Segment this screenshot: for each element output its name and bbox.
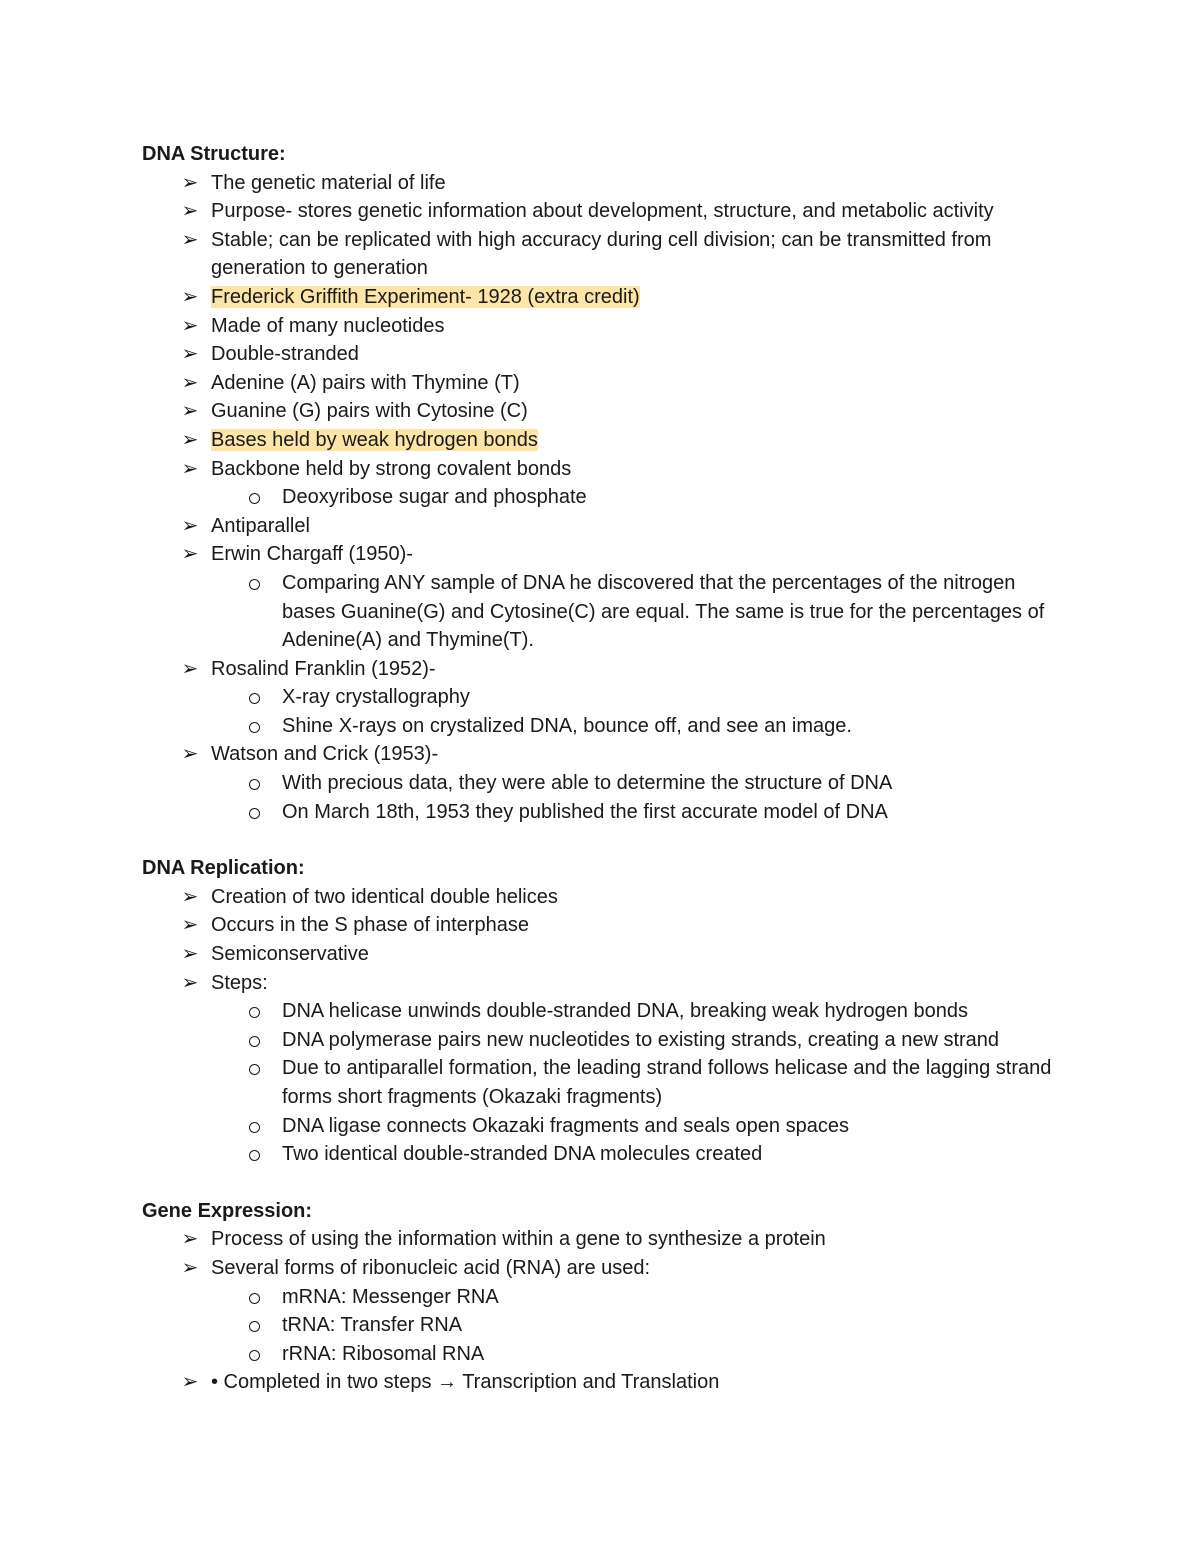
sub-list — [211, 1283, 1072, 1369]
list-item-text: Frederick Griffith Experiment- 1928 (extra credit) — [211, 285, 640, 308]
sub-list-item-text: DNA polymerase pairs new nucleotides to existing strands, creating a new strand — [282, 1028, 1000, 1051]
sub-list-item-text: Comparing ANY sample of DNA he discovered that the percentages of the nitrogen bases Guanine(G) and Cytosine(C) are equal. The same is true for the percentages of Adenine(A) and Thymine(T). — [282, 571, 1045, 652]
arrow-bullet-icon: ➢ — [181, 885, 199, 908]
list-item-text: Occurs in the S phase of interphase — [211, 914, 529, 937]
sub-list-item — [142, 798, 1072, 827]
circle-bullet-icon — [249, 693, 260, 704]
section-heading: DNA Structure: — [142, 143, 286, 165]
list-item — [142, 969, 1072, 1169]
arrow-bullet-icon: ➢ — [181, 657, 199, 680]
list-item-text: Watson and Crick (1953)- — [211, 743, 439, 766]
list-item — [142, 911, 1072, 940]
arrow-bullet-icon: ➢ — [181, 743, 199, 766]
circle-bullet-icon — [249, 1150, 260, 1161]
list-item-text: Guanine (G) pairs with Cytosine (C) — [211, 400, 528, 423]
arrow-bullet-icon: ➢ — [181, 228, 199, 251]
list-item-text: Made of many nucleotides — [211, 314, 445, 337]
list-item — [142, 1225, 1072, 1254]
list-item-text: Purpose- stores genetic information about development, structure, and metabolic activity — [211, 200, 994, 223]
list-item — [142, 340, 1072, 369]
list-item-text: Stable; can be replicated with high accuracy during cell division; can be transmitted from generation to generation — [211, 228, 992, 280]
arrow-bullet-icon: ➢ — [181, 400, 199, 423]
section — [142, 1197, 1072, 1397]
circle-bullet-icon — [249, 779, 260, 790]
list-item-text: Semiconservative — [211, 943, 369, 966]
arrow-bullet-icon: ➢ — [181, 914, 199, 937]
sub-list-item — [142, 997, 1072, 1026]
list-item-text: • Completed in two steps → Transcription and Translation — [211, 1371, 720, 1394]
sub-list-item — [142, 1340, 1072, 1369]
sub-list-item — [142, 1140, 1072, 1169]
sub-list-item — [142, 712, 1072, 741]
circle-bullet-icon — [249, 1293, 260, 1304]
list-item-text: Adenine (A) pairs with Thymine (T) — [211, 371, 520, 394]
sub-list-item — [142, 1054, 1072, 1111]
sub-list-item-text: DNA ligase connects Okazaki fragments and seals open spaces — [282, 1114, 849, 1137]
sub-list-item-text: DNA helicase unwinds double-stranded DNA, breaking weak hydrogen bonds — [282, 1000, 968, 1023]
list-item-text: Erwin Chargaff (1950)- — [211, 543, 413, 566]
sub-list-item-text: X-ray crystallography — [282, 686, 470, 709]
sub-list — [211, 997, 1072, 1169]
circle-bullet-icon — [249, 1064, 260, 1075]
arrow-bullet-icon: ➢ — [181, 514, 199, 537]
circle-bullet-icon — [249, 1007, 260, 1018]
list-item-text: Creation of two identical double helices — [211, 885, 558, 908]
sub-list-item-text: Two identical double-stranded DNA molecules created — [282, 1143, 763, 1166]
list-item — [142, 512, 1072, 541]
list-item — [142, 169, 1072, 198]
bullet-list — [142, 1225, 1072, 1397]
sub-list-item — [142, 1283, 1072, 1312]
arrow-bullet-icon: ➢ — [181, 943, 199, 966]
arrow-bullet-icon: ➢ — [181, 971, 199, 994]
sub-list-item — [142, 1311, 1072, 1340]
list-item — [142, 883, 1072, 912]
list-item — [142, 655, 1072, 741]
section — [142, 854, 1072, 1169]
sub-list-item — [142, 1026, 1072, 1055]
sub-list-item — [142, 683, 1072, 712]
sub-list-item — [142, 569, 1072, 655]
arrow-bullet-icon: ➢ — [181, 314, 199, 337]
sub-list — [211, 683, 1072, 740]
circle-bullet-icon — [249, 579, 260, 590]
sub-list-item-text: tRNA: Transfer RNA — [282, 1314, 463, 1337]
list-item-text: Bases held by weak hydrogen bonds — [211, 428, 538, 451]
list-item-text: The genetic material of life — [211, 171, 446, 194]
circle-bullet-icon — [249, 1350, 260, 1361]
list-item — [142, 740, 1072, 826]
list-item-text: Double-stranded — [211, 343, 359, 366]
sub-list-item-text: rRNA: Ribosomal RNA — [282, 1342, 485, 1365]
arrow-bullet-icon: ➢ — [181, 200, 199, 223]
sub-list-item-text: Deoxyribose sugar and phosphate — [282, 486, 587, 509]
section — [142, 140, 1072, 826]
circle-bullet-icon — [249, 1321, 260, 1332]
sub-list-item — [142, 1112, 1072, 1141]
list-item — [142, 369, 1072, 398]
list-item — [142, 312, 1072, 341]
list-item — [142, 197, 1072, 226]
sub-list — [211, 483, 1072, 512]
circle-bullet-icon — [249, 1036, 260, 1047]
sub-list-item-text: On March 18th, 1953 they published the first accurate model of DNA — [282, 800, 888, 823]
list-item-text: Process of using the information within a gene to synthesize a protein — [211, 1228, 826, 1251]
circle-bullet-icon — [249, 808, 260, 819]
list-item — [142, 940, 1072, 969]
sub-list-item-text: Due to antiparallel formation, the leading strand follows helicase and the lagging strand forms short fragments (Okazaki fragments) — [282, 1057, 1052, 1108]
list-item — [142, 1368, 1072, 1397]
arrow-bullet-icon: ➢ — [181, 457, 199, 480]
bullet-list — [142, 169, 1072, 827]
document-page — [142, 140, 1072, 1425]
arrow-bullet-icon: ➢ — [181, 1371, 199, 1394]
bullet-list — [142, 883, 1072, 1169]
list-item — [142, 397, 1072, 426]
list-item-text: Several forms of ribonucleic acid (RNA) are used: — [211, 1256, 651, 1279]
arrow-bullet-icon: ➢ — [181, 285, 199, 308]
arrow-bullet-icon: ➢ — [181, 171, 199, 194]
circle-bullet-icon — [249, 493, 260, 504]
sub-list-item — [142, 769, 1072, 798]
section-heading: DNA Replication: — [142, 857, 305, 880]
list-item — [142, 540, 1072, 654]
circle-bullet-icon — [249, 1122, 260, 1133]
sub-list — [211, 769, 1072, 826]
list-item — [142, 226, 1072, 283]
arrow-bullet-icon: ➢ — [181, 343, 199, 366]
arrow-bullet-icon: ➢ — [181, 1228, 199, 1251]
list-item-text: Antiparallel — [211, 514, 310, 537]
list-item — [142, 455, 1072, 512]
arrow-bullet-icon: ➢ — [181, 428, 199, 451]
sub-list-item-text: Shine X-rays on crystalized DNA, bounce off, and see an image. — [282, 714, 852, 737]
arrow-bullet-icon: ➢ — [181, 1256, 199, 1279]
arrow-bullet-icon: ➢ — [181, 371, 199, 394]
sub-list-item-text: mRNA: Messenger RNA — [282, 1285, 499, 1308]
sub-list-item-text: With precious data, they were able to determine the structure of DNA — [282, 772, 893, 795]
list-item-text: Backbone held by strong covalent bonds — [211, 457, 572, 480]
circle-bullet-icon — [249, 722, 260, 733]
list-item-text: Rosalind Franklin (1952)- — [211, 657, 436, 680]
list-item — [142, 1254, 1072, 1368]
sub-list — [211, 569, 1072, 655]
list-item — [142, 426, 1072, 455]
section-heading: Gene Expression: — [142, 1199, 313, 1222]
sub-list-item — [142, 483, 1072, 512]
list-item — [142, 283, 1072, 312]
list-item-text: Steps: — [211, 971, 268, 994]
arrow-bullet-icon: ➢ — [181, 543, 199, 566]
